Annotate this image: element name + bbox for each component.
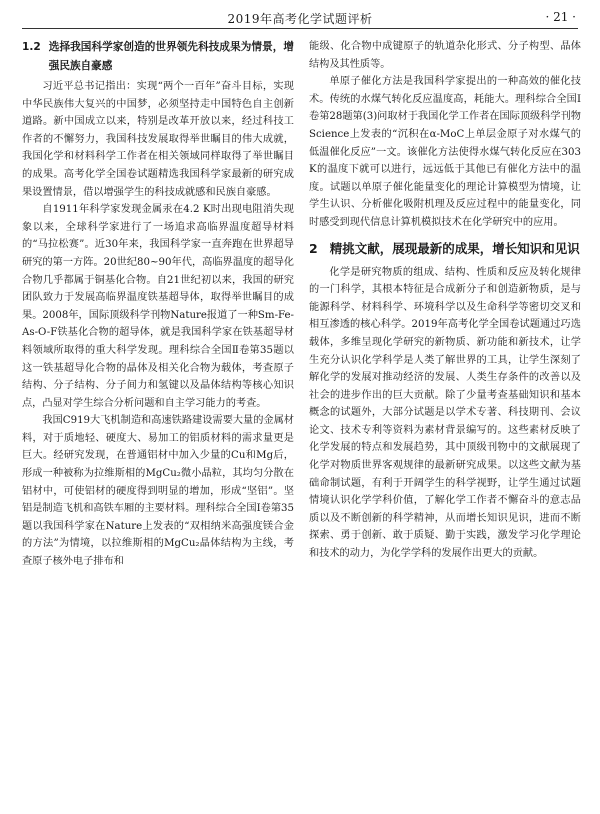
paragraph: 化学是研究物质的组成、结构、性质和反应及转化规律的一门科学，其根本特征是合成新分子和创造新物质，是与能源科学、材料科学、环境科学以及生命科学等密切交叉和相互渗透的核心科学。2019年高考化学全国卷试题通过巧选载体，多维呈现化学研究的新物质、新功能和新技术，让学生充分认识化学科学是人类了解世界的工具，让学生深刻了解化学的发展对推动经济的发展、人类生存条件的改善以及社会的进步作出的巨大贡献。除了少量考查基础知识和基本概念的试题外，大部分试题是以学术专著、科技期刊、会议论文、技术专利等资料为素材背景编写的。这些素材反映了化学发展的特点和发展趋势，其中顶级刊物中的文献展现了化学对物质世界客观规律的最新研究成果。以这些文献为基础命制试题，有利于开阔学生的科学视野，让学生通过试题情境认识化学学科价值，了解化学工作者不懈奋斗的意志品质以及不断创新的科学精神，从而增长知识见识，进而不断探索、勇于创新、敢于质疑、勤于实践，激发学习化学理论和技术的动力，为化学学科的发展作出更大的贡献。 [309, 266, 581, 560]
paragraph: 习近平总书记指出：实现“两个一百年”奋斗目标，实现中华民族伟大复兴的中国梦，必须坚持走中国特色自主创新道路。新中国成立以来，特别是改革开放以来，经过科技工作者的不懈努力，我国科技发展取得举世瞩目的伟大成就，我国化学和材料科学工作者在相关领域同样取得了举世瞩目的成果。高考化学全国卷试题精选我国科学家最新的研究成果设置情景，借以增强学生的科技成就感和民族自豪感。 [22, 81, 294, 198]
paragraph: 我国C919大飞机制造和高速铁路建设需要大量的金属材料，对于质地轻、硬度大、易加工的铝质材料的需求量更是巨大。经研究发现，在普通铝材中加入少量的Cu和Mg后，形成一种被称为拉维斯相的MgCu₂微小晶粒，其均匀分散在铝材中，可使铝材的硬度得到明显的增加，形成“坚铝”。坚铝是制造飞机和高铁车厢的主要材料。理科综合全国Ⅰ卷第35题以我国科学家在Nature上发表的“双相纳米高强度镁合金的方法”为情境，以拉维斯相的MgCu₂晶体结构为主线，考查原子核外电子排布和 [22, 415, 294, 568]
section-title: 选择我国科学家创造的世界领先科技成果为情景，增强民族自豪感 [48, 41, 294, 72]
journal-title: 2019年高考化学试题评析 [227, 12, 373, 26]
page-number: · 21 · [545, 10, 576, 24]
section-heading-2 [309, 238, 581, 260]
right-column [309, 38, 581, 563]
section-number: 2 [309, 240, 318, 256]
section-heading-1-2 [22, 38, 294, 76]
left-column [22, 38, 294, 571]
paragraph: 单原子催化方法是我国科学家提出的一种高效的催化技术。传统的水煤气转化反应温度高，耗能大。理科综合全国Ⅰ卷第28题第(3)问取材于我国化学工作者在国际顶级科学刊物Science上发表的“沉积在α-MoC上单层金原子对水煤气的低温催化反应”一文。该催化方法使得水煤气转化反应在303 K的温度下就可以进行，远远低于其他已有催化方法中的温度。试题以单原子催化能量变化的理论计算模型为情境，让学生认识、分析催化吸附机理及反应过程中的能量变化，同时感受到现代信息计算机模拟技术在化学研究中的应用。 [309, 76, 581, 228]
paragraph: 自1911年科学家发现金属汞在4.2 K时出现电阻消失现象以来，全球科学家进行了一场追求高临界温度超导材料的“马拉松赛”。近30年来，我国科学家一直奔跑在世界超导研究的第一方阵。20世纪80~90年代，高临界温度的超导化合物几乎都属于铜基化合物。自21世纪初以来，我国的研究团队致力于发展高临界温度铁基超导体，取得举世瞩目的成果。2008年，国际顶级科学刊物Nature报道了一种Sm-Fe-As-O-F铁基化合物的超导体，就是我国科学家在铁基超导材料领域所取得的重大科学发现。理科综合全国Ⅱ卷第35题以这一铁基超导化合物的晶体及相关化合物为载体，考查原子结构、分子结构、分子间力和氢键以及晶体结构等核心知识点，凸显对学生综合分析问题和自主学习能力的考查。 [22, 204, 294, 409]
section-number: 1.2 [22, 41, 41, 53]
running-header [22, 8, 578, 29]
paragraph-continued: 能级、化合物中成键原子的轨道杂化形式、分子构型、晶体结构及其性质等。 [309, 41, 581, 70]
section-title: 精挑文献，展现最新的成果，增长知识和见识 [329, 240, 580, 256]
